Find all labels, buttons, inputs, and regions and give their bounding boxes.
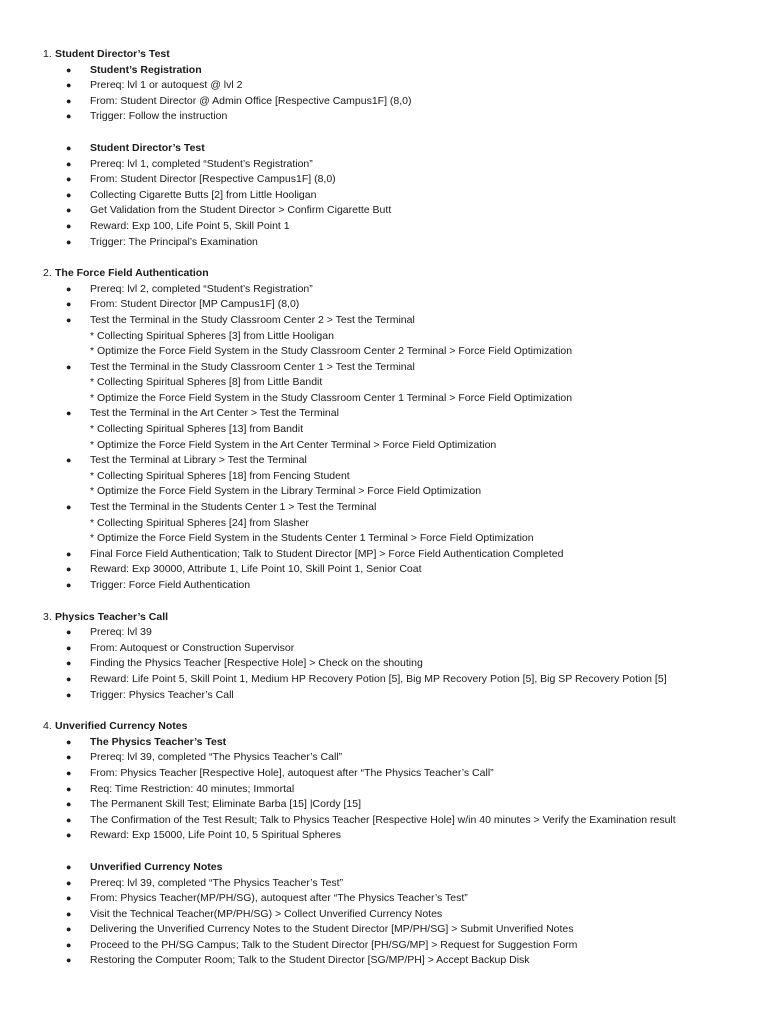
section-heading [43, 266, 768, 282]
list-item [0, 453, 768, 469]
bullet-icon: ● [66, 564, 72, 575]
bullet-icon: ● [66, 314, 72, 325]
item-text: Prereq: lvl 39 [90, 626, 152, 639]
bullet-icon: ● [66, 924, 72, 935]
bullet-icon: ● [66, 861, 72, 872]
item-text: Get Validation from the Student Director > Confirm Cigarette Butt [90, 204, 392, 217]
item-text: Test the Terminal in the Students Center 1 > Test the Terminal [90, 501, 377, 514]
bullet-icon: ● [66, 627, 72, 638]
list-item [0, 219, 768, 235]
item-text: Test the Terminal in the Study Classroom Center 2 > Test the Terminal [90, 313, 415, 326]
item-text: Reward: Exp 30000, Attribute 1, Life Point 10, Skill Point 1, Senior Coat [90, 563, 422, 576]
item-text: Trigger: Physics Teacher’s Call [90, 688, 234, 701]
list-item [0, 813, 768, 829]
list-item [0, 360, 768, 376]
list-item [0, 297, 768, 313]
group-gap [0, 844, 768, 860]
list-item [0, 78, 768, 94]
item-text: Reward: Exp 15000, Life Point 10, 5 Spiritual Spheres [90, 829, 341, 842]
item-text: The Permanent Skill Test; Eliminate Barba [15] |Cordy [15] [90, 798, 361, 811]
list-item [0, 828, 768, 844]
item-text: Trigger: The Principal’s Examination [90, 235, 258, 248]
item-text: From: Physics Teacher [Respective Hole], autoquest after “The Physics Teacher’s Call” [90, 766, 494, 779]
list-item [0, 500, 768, 516]
list-item [0, 157, 768, 173]
item-text: Trigger: Force Field Authentication [90, 579, 251, 591]
list-item [0, 688, 768, 704]
bullet-icon: ● [66, 736, 72, 747]
list-item [0, 750, 768, 766]
item-text: From: Physics Teacher(MP/PH/SG), autoquest after “The Physics Teacher’s Test” [90, 892, 468, 905]
list-item [0, 797, 768, 813]
bullet-icon: ● [66, 689, 72, 700]
item-text: Test the Terminal in the Art Center > Test the Terminal [90, 407, 339, 420]
sub-item-text: * Collecting Spiritual Spheres [18] from Fencing Student [90, 469, 350, 482]
section-gap [0, 594, 768, 610]
bullet-icon: ● [66, 361, 72, 372]
section-number: 4. [43, 720, 52, 733]
section-gap [0, 703, 768, 719]
bullet-icon: ● [66, 548, 72, 559]
item-text: Collecting Cigarette Butts [2] from Little Hooligan [90, 188, 317, 201]
list-item [0, 766, 768, 782]
item-text: Proceed to the PH/SG Campus; Talk to the Student Director [PH/SG/MP] > Request for Suggestion Form [90, 938, 578, 951]
bullet-icon: ● [66, 877, 72, 888]
item-text: Test the Terminal in the Study Classroom Center 1 > Test the Terminal [90, 360, 415, 373]
item-text: Prereq: lvl 1 or autoquest @ lvl 2 [90, 79, 243, 92]
bullet-icon: ● [66, 814, 72, 825]
list-item [0, 907, 768, 923]
list-item [0, 578, 768, 594]
bullet-icon: ● [66, 158, 72, 169]
section-title: Unverified Currency Notes [55, 720, 188, 733]
list-item [0, 94, 768, 110]
bullet-icon: ● [66, 955, 72, 966]
bullet-icon: ● [66, 893, 72, 904]
bullet-icon: ● [66, 283, 72, 294]
bullet-icon: ● [66, 799, 72, 810]
subheading-item [0, 63, 768, 79]
item-text: Finding the Physics Teacher [Respective Hole] > Check on the shouting [90, 657, 423, 670]
bullet-icon: ● [66, 783, 72, 794]
item-text: From: Student Director [Respective Campus1F] (8,0) [90, 173, 336, 186]
bullet-icon: ● [66, 174, 72, 185]
sub-item-text: * Collecting Spiritual Spheres [13] from Bandit [90, 423, 304, 436]
list-item [0, 203, 768, 219]
item-text: From: Autoquest or Construction Supervisor [90, 641, 295, 654]
bullet-icon: ● [66, 205, 72, 216]
bullet-icon: ● [66, 752, 72, 763]
bullet-icon: ● [66, 80, 72, 91]
item-text: Unverified Currency Notes [90, 860, 223, 873]
bullet-icon: ● [66, 673, 72, 684]
list-item [0, 922, 768, 938]
item-text: Prereq: lvl 39, completed “The Physics Teacher’s Call” [90, 751, 343, 764]
bullet-icon: ● [66, 658, 72, 669]
sub-item-text: * Optimize the Force Field System in the Students Center 1 Terminal > Force Field Optimization [90, 532, 534, 545]
bullet-icon: ● [66, 767, 72, 778]
bullet-icon: ● [66, 111, 72, 122]
item-text: Prereq: lvl 2, completed “Student’s Registration” [90, 282, 313, 295]
bullet-icon: ● [66, 64, 72, 75]
list-item [0, 953, 768, 969]
item-text: Prereq: lvl 39, completed “The Physics Teacher’s Test” [90, 876, 344, 889]
item-text: The Physics Teacher’s Test [90, 735, 227, 748]
item-text: The Confirmation of the Test Result; Talk to Physics Teacher [Respective Hole] w/in 40 minutes > Verify the Examination result [90, 813, 676, 826]
list-item [0, 876, 768, 892]
section-number: 3. [43, 610, 52, 623]
section-heading [43, 610, 768, 626]
sub-item-text: * Optimize the Force Field System in the Study Classroom Center 2 Terminal > Force Field Optimization [90, 345, 573, 358]
sub-item-text: * Collecting Spiritual Spheres [24] from Slasher [90, 516, 309, 529]
item-text: Visit the Technical Teacher(MP/PH/SG) > Collect Unverified Currency Notes [90, 907, 443, 920]
list-item [0, 235, 768, 251]
bullet-icon: ● [66, 220, 72, 231]
list-item [0, 282, 768, 298]
list-item [0, 782, 768, 798]
item-text: Req: Time Restriction: 40 minutes; Immortal [90, 782, 295, 795]
item-text: Restoring the Computer Room; Talk to the Student Director [SG/MP/PH] > Accept Backup Disk [90, 954, 530, 967]
bullet-icon: ● [66, 189, 72, 200]
list-item [0, 938, 768, 954]
bullet-icon: ● [66, 580, 72, 590]
sub-item-text: * Collecting Spiritual Spheres [3] from Little Hooligan [90, 329, 334, 342]
item-text: Final Force Field Authentication; Talk to Student Director [MP] > Force Field Authentication Completed [90, 547, 564, 560]
subheading-item [0, 735, 768, 751]
section-heading [43, 47, 768, 63]
list-item [0, 109, 768, 125]
item-text: Trigger: Follow the instruction [90, 110, 228, 123]
bullet-icon: ● [66, 908, 72, 919]
item-text: Student’s Registration [90, 63, 202, 76]
bullet-icon: ● [66, 455, 72, 466]
section-title: Physics Teacher’s Call [55, 610, 169, 623]
list-item [0, 891, 768, 907]
list-item [0, 625, 768, 641]
bullet-icon: ● [66, 236, 72, 247]
section-number: 1. [43, 48, 52, 60]
section-heading [43, 719, 768, 735]
list-item [0, 656, 768, 672]
bullet-icon: ● [66, 642, 72, 653]
bullet-icon: ● [66, 299, 72, 310]
item-text: Test the Terminal at Library > Test the Terminal [90, 454, 307, 467]
list-item [0, 313, 768, 329]
bullet-icon: ● [66, 408, 72, 419]
subheading-item [0, 141, 768, 157]
section-gap [0, 250, 768, 266]
item-text: Prereq: lvl 1, completed “Student’s Registration” [90, 157, 313, 170]
list-item [0, 547, 768, 563]
bullet-icon: ● [66, 939, 72, 950]
list-item [0, 562, 768, 578]
section-number: 2. [43, 267, 52, 280]
sub-item-text: * Optimize the Force Field System in the Art Center Terminal > Force Field Optimization [90, 438, 497, 451]
sub-item-text: * Optimize the Force Field System in the Library Terminal > Force Field Optimization [90, 485, 482, 498]
bullet-icon: ● [66, 95, 72, 106]
item-text: From: Student Director [MP Campus1F] (8,0) [90, 298, 300, 311]
list-item [0, 172, 768, 188]
list-item [0, 406, 768, 422]
sub-item-text: * Optimize the Force Field System in the Study Classroom Center 1 Terminal > Force Field Optimization [90, 391, 573, 404]
item-text: Reward: Exp 100, Life Point 5, Skill Point 1 [90, 219, 290, 232]
list-item [0, 641, 768, 657]
item-text: Reward: Life Point 5, Skill Point 1, Medium HP Recovery Potion [5], Big MP Recovery Potion [5], Big SP Recovery Potion [5] [90, 672, 667, 685]
bullet-icon: ● [66, 830, 72, 841]
group-gap [0, 125, 768, 141]
list-item [0, 672, 768, 688]
list-item [0, 188, 768, 204]
item-text: Student Director’s Test [90, 141, 205, 154]
bullet-icon: ● [66, 142, 72, 153]
subheading-item [0, 860, 768, 876]
section-title: The Force Field Authentication [55, 267, 209, 280]
sub-item-text: * Collecting Spiritual Spheres [8] from Little Bandit [90, 376, 323, 389]
item-text: From: Student Director @ Admin Office [Respective Campus1F] (8,0) [90, 94, 412, 107]
section-title: Student Director’s Test [55, 48, 170, 60]
item-text: Delivering the Unverified Currency Notes to the Student Director [MP/PH/SG] > Submit Unverified Notes [90, 923, 574, 936]
bullet-icon: ● [66, 502, 72, 513]
